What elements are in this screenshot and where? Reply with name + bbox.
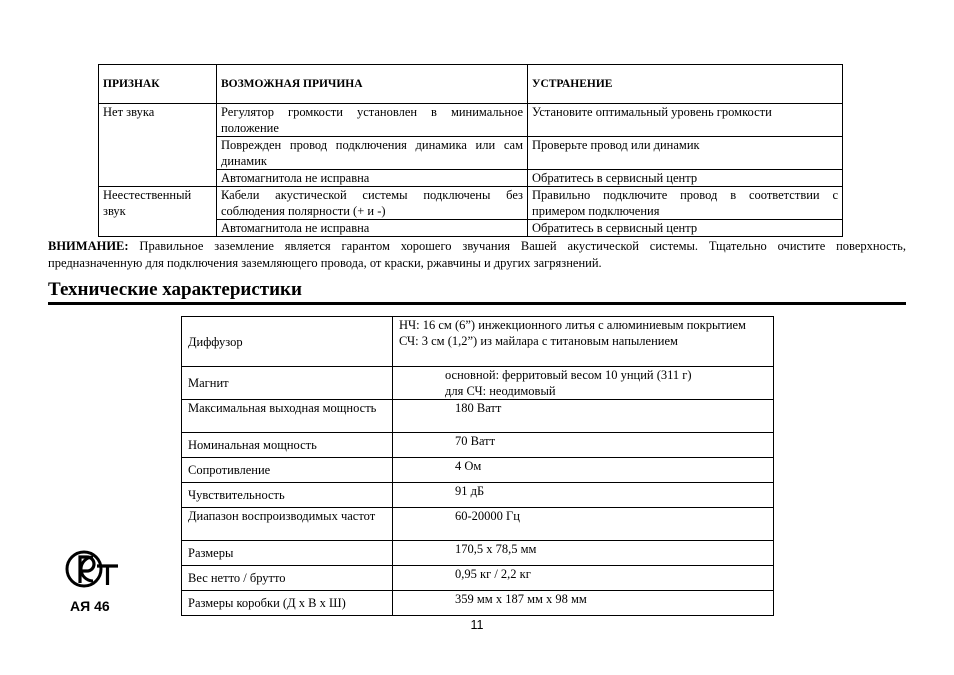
spec-value-line: для СЧ: неодимовый (445, 384, 556, 398)
fix-cell: Проверьте провод или динамик (528, 137, 843, 170)
table-row (182, 591, 774, 616)
spec-value: 60-20000 Гц (393, 508, 774, 541)
warning-paragraph (48, 238, 906, 272)
table-row (182, 317, 774, 367)
table-row (182, 400, 774, 433)
table-row (182, 433, 774, 458)
symptom-cell: Неестественный звук (99, 187, 217, 237)
spec-value: 4 Ом (393, 458, 774, 483)
spec-value-line: НЧ: 16 см (6”) инжекционного литья с алюминиевым покрытием (399, 318, 746, 332)
specs-table (181, 316, 774, 616)
spec-label: Чувствительность (182, 483, 393, 508)
header-fix: УСТРАНЕНИЕ (528, 65, 843, 104)
warning-text: Правильное заземление является гарантом хорошего звучания Вашей акустической системы. Тщательно очистите поверхность, предназначенную для подключения заземляющего провода, от краски, ржавчины и других загрязнений. (48, 239, 907, 270)
fix-cell: Установите оптимальный уровень громкости (528, 104, 843, 137)
section-title: Технические характеристики (48, 278, 906, 305)
spec-label: Номинальная мощность (182, 433, 393, 458)
fix-cell: Обратитесь в сервисный центр (528, 220, 843, 237)
cause-cell: Автомагнитола не исправна (217, 170, 528, 187)
spec-value: 0,95 кг / 2,2 кг (393, 566, 774, 591)
troubleshooting-table (98, 64, 843, 237)
table-row (182, 458, 774, 483)
spec-value-line: основной: ферритовый весом 10 унций (311 г) (445, 368, 692, 382)
cause-cell: Регулятор громкости установлен в минимальное положение (217, 104, 528, 137)
fix-cell: Правильно подключите провод в соответствии с примером подключения (528, 187, 843, 220)
spec-value (393, 367, 774, 400)
spec-label: Сопротивление (182, 458, 393, 483)
spec-value: 359 мм х 187 мм х 98 мм (393, 591, 774, 616)
spec-label: Магнит (182, 367, 393, 400)
table-row (182, 541, 774, 566)
spec-value-line: СЧ: 3 см (1,2”) из майлара с титановым напылением (399, 334, 678, 348)
symptom-cell: Нет звука (99, 104, 217, 187)
spec-label: Диффузор (182, 317, 393, 367)
warning-label: ВНИМАНИЕ: (48, 239, 129, 253)
table-row (99, 187, 843, 220)
header-symptom: ПРИЗНАК (99, 65, 217, 104)
spec-label: Диапазон воспроизводимых частот (182, 508, 393, 541)
spec-label: Размеры (182, 541, 393, 566)
spec-label: Размеры коробки (Д х В х Ш) (182, 591, 393, 616)
page-number: 11 (470, 618, 484, 632)
rst-certification-mark-icon (64, 547, 120, 591)
spec-value: 170,5 х 78,5 мм (393, 541, 774, 566)
spec-value: 91 дБ (393, 483, 774, 508)
table-row (99, 104, 843, 137)
spec-label: Вес нетто / брутто (182, 566, 393, 591)
table-header-row (99, 65, 843, 104)
spec-value (393, 317, 774, 367)
cause-cell: Автомагнитола не исправна (217, 220, 528, 237)
spec-label: Максимальная выходная мощность (182, 400, 393, 433)
cause-cell: Кабели акустической системы подключены без соблюдения полярности (+ и -) (217, 187, 528, 220)
fix-cell: Обратитесь в сервисный центр (528, 170, 843, 187)
cause-cell: Поврежден провод подключения динамика или сам динамик (217, 137, 528, 170)
table-row (182, 508, 774, 541)
table-row (182, 367, 774, 400)
spec-value: 180 Ватт (393, 400, 774, 433)
certification-code: АЯ 46 (70, 598, 110, 614)
table-row (182, 483, 774, 508)
header-cause: ВОЗМОЖНАЯ ПРИЧИНА (217, 65, 528, 104)
spec-value: 70 Ватт (393, 433, 774, 458)
table-row (182, 566, 774, 591)
